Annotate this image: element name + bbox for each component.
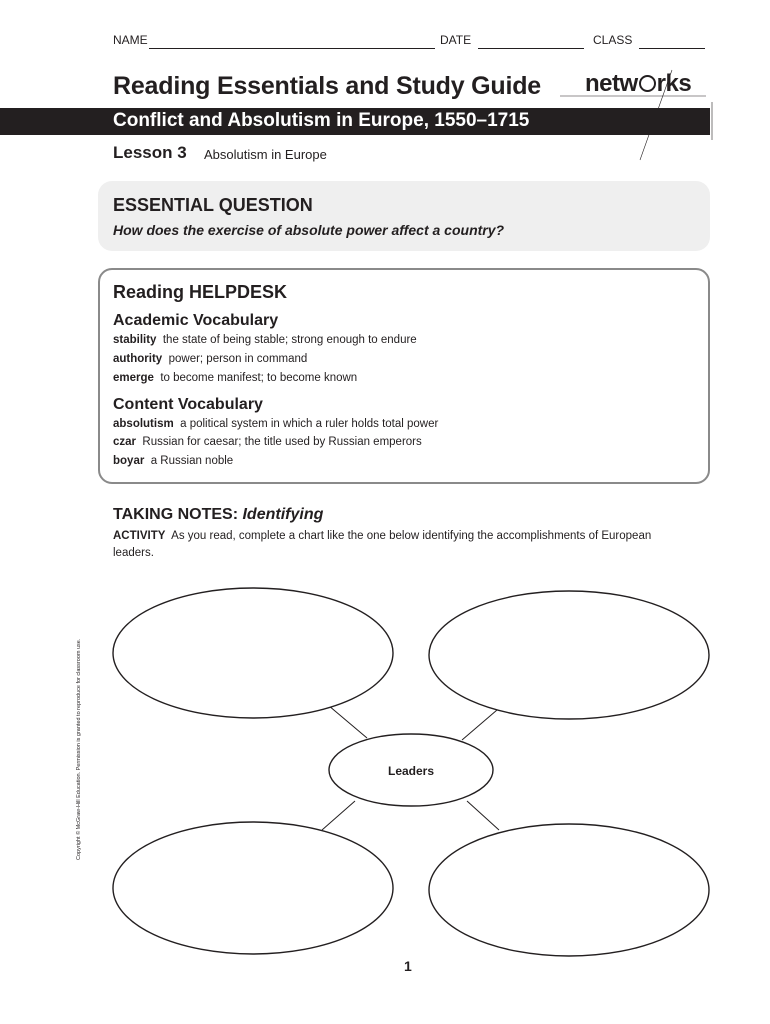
taking-notes-label: TAKING NOTES: <box>113 506 239 523</box>
taking-notes-mode: Identifying <box>242 506 324 523</box>
page-title: Reading Essentials and Study Guide <box>113 72 542 100</box>
chapter-title: Conflict and Absolutism in Europe, 1550–1715 <box>113 110 530 131</box>
vocab-term: boyar <box>113 455 145 467</box>
vocab-definition: to become manifest; to become known <box>160 372 358 384</box>
activity-text: As you read, complete a chart like the one below identifying the accomplishments of European leaders. <box>113 530 652 559</box>
connector-line <box>467 801 499 830</box>
brand-logo-post: rks <box>656 70 692 97</box>
helpdesk-title: Reading HELPDESK <box>113 282 288 302</box>
center-label: Leaders <box>387 764 435 778</box>
vocab-definition: a Russian noble <box>150 455 234 467</box>
vocab-term: absolutism <box>113 418 174 430</box>
connector-line <box>462 710 497 740</box>
class-label: CLASS <box>593 33 633 47</box>
lesson-number: Lesson 3 <box>113 143 187 162</box>
connector-line <box>322 801 355 830</box>
lesson-name: Absolutism in Europe <box>204 147 327 162</box>
leader-oval-bottom-right[interactable] <box>429 824 709 956</box>
page-number: 1 <box>404 958 412 974</box>
vocab-term: emerge <box>113 372 154 384</box>
vocab-term: authority <box>113 353 163 365</box>
date-label: DATE <box>440 33 472 47</box>
vocab-definition: power; person in command <box>168 353 308 365</box>
name-label: NAME <box>113 33 148 47</box>
essential-question-text: How does the exercise of absolute power affect a country? <box>113 222 505 238</box>
vocab-term: stability <box>113 334 157 346</box>
leader-oval-top-right[interactable] <box>429 591 709 719</box>
vocab-definition: the state of being stable; strong enough to endure <box>162 334 417 346</box>
academic-vocabulary-heading: Academic Vocabulary <box>113 312 279 329</box>
leader-oval-top-left[interactable] <box>113 588 393 718</box>
brand-logo-pre: netw <box>585 70 638 97</box>
vocab-term: czar <box>113 436 137 448</box>
vocab-definition: a political system in which a ruler holds total power <box>180 418 439 430</box>
activity-label: ACTIVITY <box>113 530 166 542</box>
leader-oval-bottom-left[interactable] <box>113 822 393 954</box>
essential-question-heading: ESSENTIAL QUESTION <box>113 195 313 215</box>
vocab-definition: Russian for caesar; the title used by Russian emperors <box>142 436 422 448</box>
copyright-notice: Copyright © McGraw-Hill Education. Permission is granted to reproduce for classroom use. <box>76 638 82 860</box>
content-vocabulary-heading: Content Vocabulary <box>113 396 263 413</box>
